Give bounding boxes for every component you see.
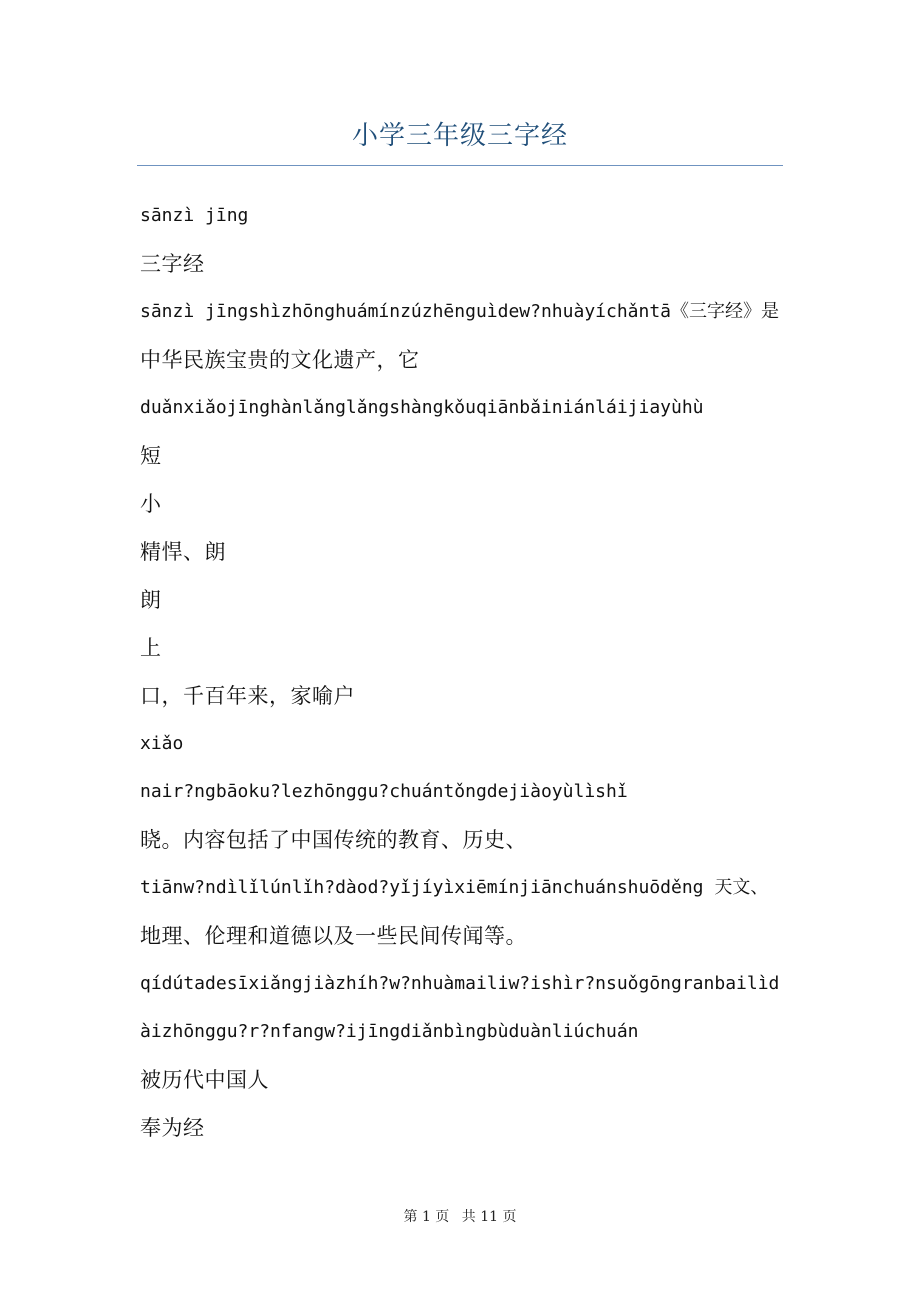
text-line: 小 [140, 492, 162, 516]
text-line: 被历代中国人 [140, 1068, 269, 1092]
text-line: 上 [140, 636, 162, 660]
text-line: 三字经 [140, 252, 205, 276]
text-line: duǎnxiǎojīnghànlǎnglǎngshàngkǒuqiānbǎiniánláijiayùhù [140, 397, 704, 418]
text-line: 朗 [140, 588, 162, 612]
page-footer [0, 1206, 920, 1226]
text-line: 奉为经 [140, 1116, 205, 1140]
text-line: àizhōnggu?r?nfangw?ijīngdiǎnbìngbùduànliúchuán [140, 1021, 639, 1042]
text-line: 短 [140, 444, 162, 468]
text-line: 口，千百年来，家喻户 [140, 684, 355, 708]
text-line: nair?ngbāoku?lezhōnggu?chuántǒngdejiàoyùlìshǐ [140, 781, 628, 802]
text-line: sānzì jīngshìzhōnghuámínzúzhēnguìdew?nhuàyíchǎntā《三字经》是 [140, 301, 780, 322]
text-line: 中华民族宝贵的文化遗产，它 [140, 348, 420, 372]
text-line: 地理、伦理和道德以及一些民间传闻等。 [140, 924, 527, 948]
text-line: qídútadesīxiǎngjiàzhíh?w?nhuàmailiw?ishìr?nsuǒgōngranbailìd [140, 973, 780, 994]
text-line: 精悍、朗 [140, 540, 226, 564]
text-line: tiānw?ndìlǐlúnlǐh?dàod?yǐjíyìxiēmínjiānchuánshuōděng 天文、 [140, 877, 769, 898]
text-line: sānzì jīng [140, 205, 249, 226]
title-underline [137, 165, 783, 166]
page-total: 共 11 页 [461, 1209, 517, 1225]
text-line: 晓。内容包括了中国传统的教育、历史、 [140, 828, 527, 852]
text-line: xiǎo [140, 733, 184, 754]
document-title: 小学三年级三字经 [351, 121, 568, 151]
page-number: 第 1 页 [403, 1209, 450, 1225]
